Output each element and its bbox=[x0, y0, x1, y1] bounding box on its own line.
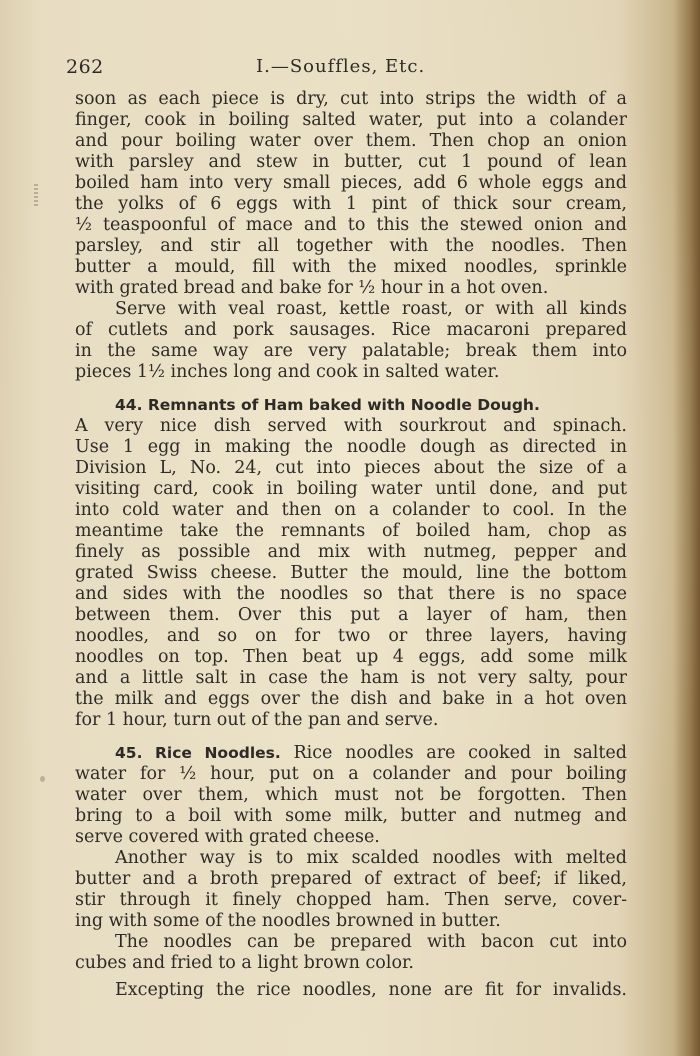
text-line: for 1 hour, turn out of the pan and serve. bbox=[75, 710, 439, 730]
section-heading-text: 45. Rice Noodles. bbox=[115, 744, 281, 762]
text-line: water over them, which must not be forgotten. Then bbox=[75, 785, 627, 805]
page-number: 262 bbox=[66, 56, 104, 78]
text-line: parsley, and stir all together with the noodles. Then bbox=[75, 236, 627, 256]
text-line: and a little salt in case the ham is not very salty, pour bbox=[75, 668, 627, 688]
margin-spot bbox=[40, 776, 45, 782]
text-line: and pour boiling water over them. Then chop an onion bbox=[75, 131, 627, 151]
text-line: the yolks of 6 eggs with 1 pint of thick sour cream, bbox=[75, 194, 627, 214]
page-text bbox=[75, 89, 627, 1001]
text-line: with parsley and stew in butter, cut 1 pound of lean bbox=[75, 152, 627, 172]
text-line: A very nice dish served with sourkrout and spinach. bbox=[75, 416, 627, 436]
text-line: the milk and eggs over the dish and bake in a hot oven bbox=[75, 689, 627, 709]
text-line: finely as possible and mix with nutmeg, pepper and bbox=[75, 542, 627, 562]
text-line: noodles on top. Then beat up 4 eggs, add some milk bbox=[75, 647, 627, 667]
text-line: serve covered with grated cheese. bbox=[75, 827, 380, 847]
text-line: butter and a broth prepared of extract of beef; if liked, bbox=[75, 869, 627, 889]
section-44-heading bbox=[75, 395, 627, 416]
text-line: finger, cook in boiling salted water, put into a colander bbox=[75, 110, 627, 130]
text-line: The noodles can be prepared with bacon cut into bbox=[115, 932, 627, 952]
text-line: Another way is to mix scalded noodles with melted bbox=[115, 848, 627, 868]
section-gap bbox=[75, 383, 627, 395]
text-line: ing with some of the noodles browned in butter. bbox=[75, 911, 501, 931]
text-line: of cutlets and pork sausages. Rice macaroni prepared bbox=[75, 320, 627, 340]
text-line: with grated bread and bake for ½ hour in a hot oven. bbox=[75, 278, 549, 298]
text-line: butter a mould, fill with the mixed noodles, sprinkle bbox=[75, 257, 627, 277]
running-head: I.—Souffles, Etc. bbox=[256, 56, 426, 77]
text-line: bring to a boil with some milk, butter and nutmeg and bbox=[75, 806, 627, 826]
text-line: stir through it finely chopped ham. Then serve, cover- bbox=[75, 890, 627, 910]
text-line: water for ½ hour, put on a colander and pour boiling bbox=[75, 764, 627, 784]
text-line: into cold water and then on a colander to cool. In the bbox=[75, 500, 627, 520]
text-line: grated Swiss cheese. Butter the mould, line the bottom bbox=[75, 563, 627, 583]
text-line: boiled ham into very small pieces, add 6 whole eggs and bbox=[75, 173, 627, 193]
page-header bbox=[66, 56, 626, 82]
text-line: between them. Over this put a layer of ham, then bbox=[75, 605, 627, 625]
text-line: ½ teaspoonful of mace and to this the stewed onion and bbox=[75, 215, 627, 235]
text-line: noodles, and so on for two or three layers, having bbox=[75, 626, 627, 646]
text-line: Division L, No. 24, cut into pieces about the size of a bbox=[75, 458, 627, 478]
text-line: soon as each piece is dry, cut into strips the width of a bbox=[75, 89, 627, 109]
closing-line: Excepting the rice noodles, none are fit for invalids. bbox=[115, 980, 627, 1000]
text-line: pieces 1½ inches long and cook in salted water. bbox=[75, 362, 500, 382]
text-line: Use 1 egg in making the noodle dough as directed in bbox=[75, 437, 627, 457]
section-45-first-line-text: Rice noodles are cooked in salted bbox=[293, 743, 627, 763]
margin-mark bbox=[34, 184, 38, 206]
text-line: cubes and fried to a light brown color. bbox=[75, 953, 414, 973]
text-line: Serve with veal roast, kettle roast, or with all kinds bbox=[115, 299, 627, 319]
text-line: in the same way are very palatable; break them into bbox=[75, 341, 627, 361]
section-heading-text: 44. Remnants of Ham baked with Noodle Dough. bbox=[115, 396, 540, 414]
text-line: meantime take the remnants of boiled ham, chop as bbox=[75, 521, 627, 541]
section-gap bbox=[75, 731, 627, 743]
text-line: visiting card, cook in boiling water until done, and put bbox=[75, 479, 627, 499]
page-edge-shadow bbox=[674, 0, 700, 1056]
section-45-first-line bbox=[75, 743, 627, 764]
text-line: and sides with the noodles so that there is no space bbox=[75, 584, 627, 604]
